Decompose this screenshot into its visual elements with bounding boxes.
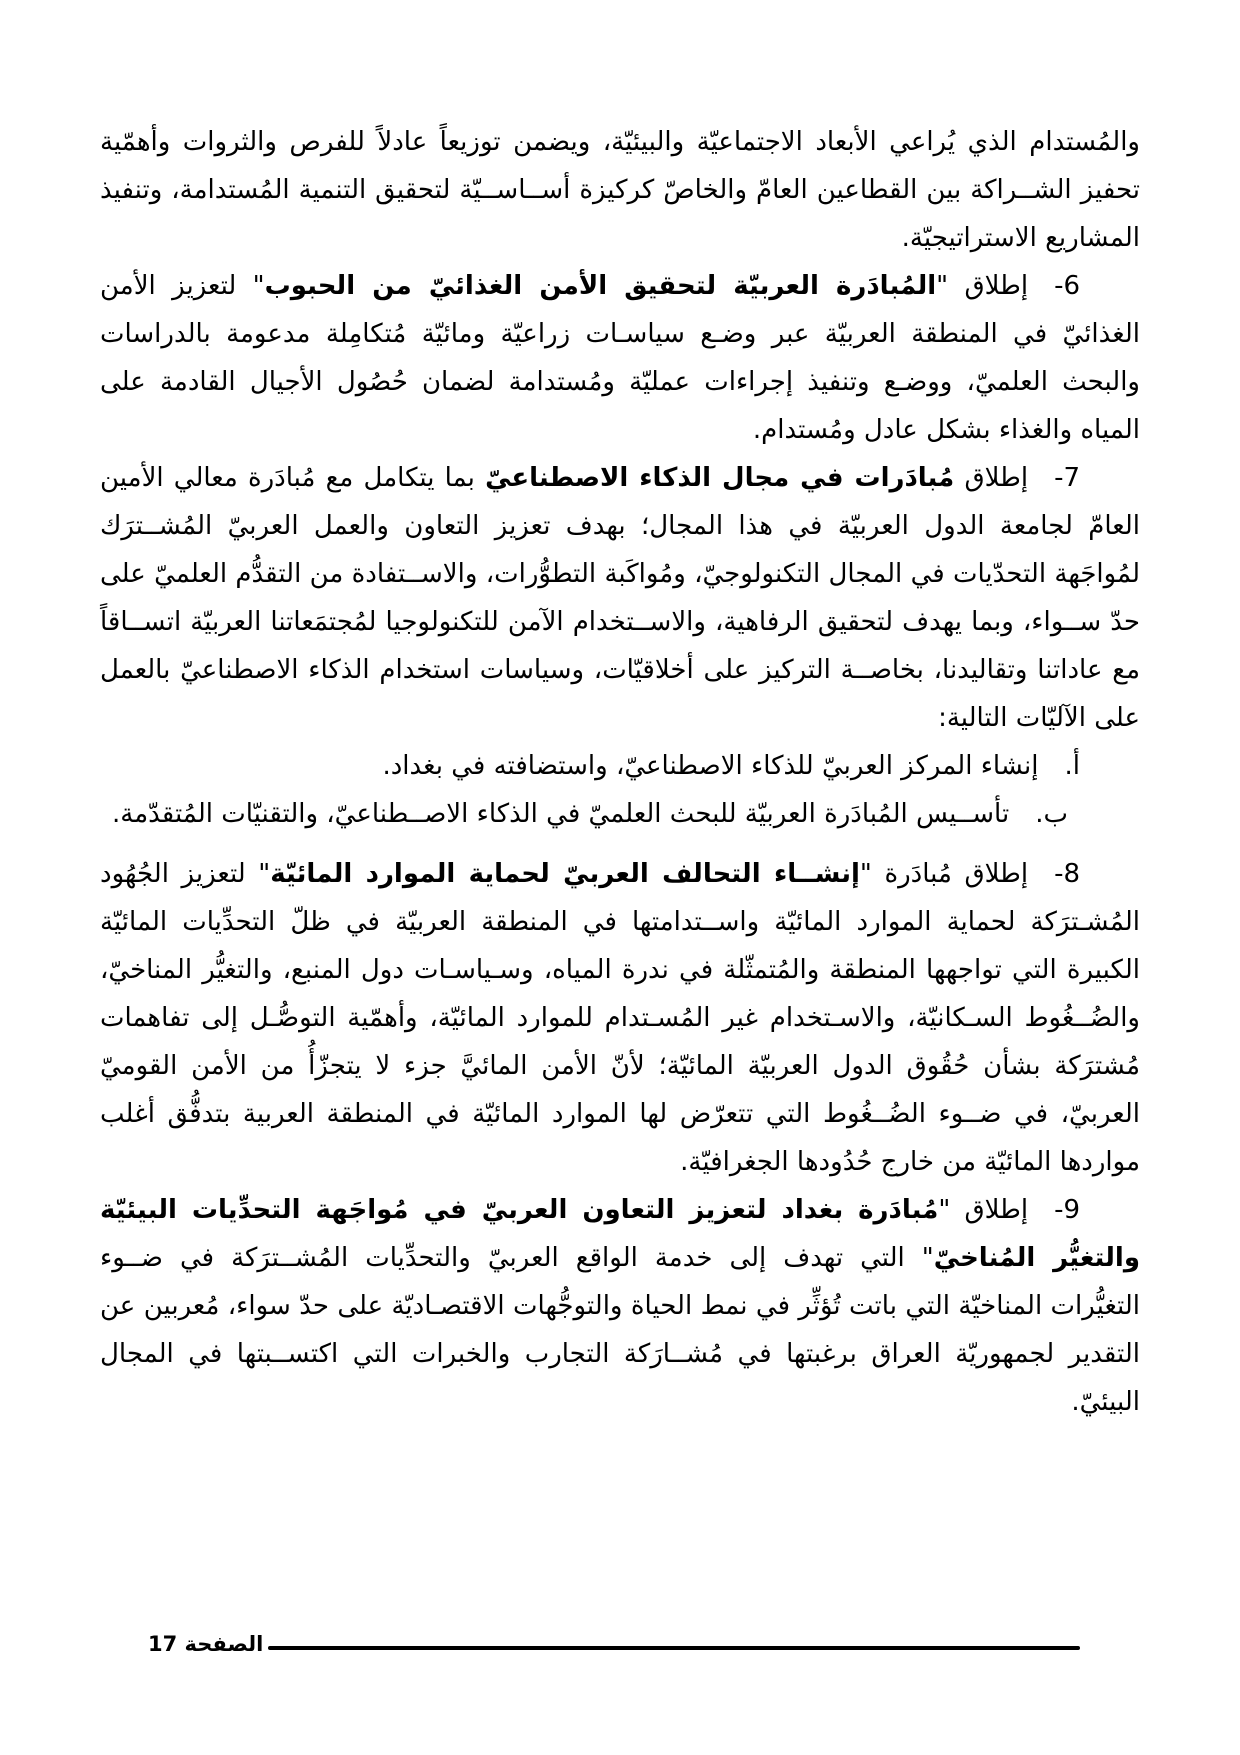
page-footer bbox=[0, 1630, 1240, 1666]
page-number: 17 bbox=[148, 1632, 178, 1656]
list-item bbox=[100, 790, 1140, 838]
text-segment: بما يتكامل مع مُبادَرة معالي الأمين العامّ لجامعة الدول العربيّة في هذا المجال؛ بهدف تعزيز التعاون والعمل العربيّ المُشــترَك لمُواجَهة التحدّيات في المجال التكنولوجيّ، ومُواكَبة التطوُّرات، والاســتفادة من التقدُّم العلميّ على حدّ ســواء، وبما يهدف لتحقيق الرفاهية، والاســتخدام الآمن للتكنولوجيا لمُجتمَعاتنا العربيّة اتســاقاً مع عاداتنا وتقاليدنا، بخاصــة التركيز على أخلاقيّات، وسياسات استخدام الذكاء الاصطناعيّ بالعمل على الآليّات التالية: bbox=[100, 463, 1140, 733]
page-number-label bbox=[148, 1632, 263, 1656]
list-marker: ب. bbox=[1035, 799, 1068, 829]
text-segment: إطلاق " bbox=[938, 1195, 1029, 1225]
text-segment: " لتعزيز الأمن الغذائيّ في المنطقة العربيّة عبر وضـع سياسـات زراعيّة ومائيّة مُتكامِلة مدعومة بالدراسات والبحث العلميّ، ووضـع وتنفيذ إجراءات عمليّة ومُستدامة لضمان حُصُول الأجيال القادمة على المياه والغذاء بشكل عادل ومُستدام. bbox=[100, 271, 1140, 445]
list-item bbox=[100, 454, 1140, 742]
list-marker: 6- bbox=[1054, 271, 1081, 301]
text-segment: " التي تهدف إلى خدمة الواقع العربيّ والتحدِّيات المُشــترَكة في ضــوء التغيُّرات المناخيّة التي باتت تُؤثِّر في نمط الحياة والتوجُّهات الاقتصـاديّة على حدّ سواء، مُعربين عن التقدير لجمهوريّة العراق برغبتها في مُشــارَكة التجارب والخبرات التي اكتســبتها في المجال البيئيّ. bbox=[100, 1243, 1140, 1417]
list-marker: أ. bbox=[1064, 751, 1080, 781]
list-marker: 8- bbox=[1054, 859, 1080, 889]
list-item bbox=[100, 262, 1140, 454]
text-segment: " لتعزيز الجُهُود المُشـترَكة لحماية الموارد المائيّة واســتدامتها في المنطقة العربيّة في ظلّ التحدِّيات المائيّة الكبيرة التي تواجهها المنطقة والمُتمثّلة في ندرة المياه، وسـياسـات دول المنبع، والتغيُّر المناخيّ، والضُــغُوط السـكانيّة، والاسـتخدام غير المُسـتدام للموارد المائيّة، وأهمّية التوصُّـل إلى تفاهمات مُشترَكة بشأن حُقُوق الدول العربيّة المائيّة؛ لأنّ الأمن المائيَّ جزء لا يتجزّأُ من الأمن القوميّ العربيّ، في ضــوء الضُــغُوط التي تتعرّض لها الموارد المائيّة في المنطقة العربية بتدفُّق أغلب مواردها المائيّة من خارج حُدُودها الجغرافيّة. bbox=[100, 859, 1140, 1177]
paragraph bbox=[100, 118, 1140, 262]
text-segment: إنشاء المركز العربيّ للذكاء الاصطناعيّ، واستضافته في بغداد. bbox=[382, 751, 1039, 781]
list-marker: 9- bbox=[1054, 1195, 1081, 1225]
text-segment: إطلاق مُبادَرة " bbox=[859, 859, 1029, 889]
document-body bbox=[100, 118, 1140, 1426]
list-marker: 7- bbox=[1054, 463, 1081, 493]
text-segment: تأســيس المُبادَرة العربيّة للبحث العلميّ في الذكاء الاصــطناعيّ، والتقنيّات المُتقدّمة. bbox=[112, 799, 1010, 829]
text-segment: مُبادَرات في مجال الذكاء الاصطناعيّ bbox=[485, 463, 955, 493]
text-segment: إطلاق bbox=[954, 463, 1029, 493]
list-item bbox=[100, 850, 1140, 1186]
text-segment: إنشــاء التحالف العربيّ لحماية الموارد المائيّة bbox=[270, 859, 860, 889]
list-item bbox=[100, 1186, 1140, 1426]
text-segment: إطلاق " bbox=[936, 271, 1029, 301]
text-segment: والمُستدام الذي يُراعي الأبعاد الاجتماعيّة والبيئيّة، ويضمن توزيعاً عادلاً للفرص والثروات وأهمّية تحفيز الشــراكة بين القطاعين العامّ والخاصّ كركيزة أســاســيّة لتحقيق التنمية المُستدامة، وتنفيذ المشاريع الاستراتيجيّة. bbox=[100, 127, 1140, 253]
text-segment: مُبادَرة بغداد لتعزيز التعاون العربيّ في مُواجَهة التحدِّيات البيئيّة والتغيُّر المُناخيّ bbox=[100, 1195, 1140, 1273]
page-word: الصفحة bbox=[184, 1632, 264, 1656]
list-item bbox=[100, 742, 1140, 790]
text-segment: المُبادَرة العربيّة لتحقيق الأمن الغذائيّ من الحبوب bbox=[264, 271, 937, 301]
footer-rule bbox=[268, 1646, 1080, 1650]
